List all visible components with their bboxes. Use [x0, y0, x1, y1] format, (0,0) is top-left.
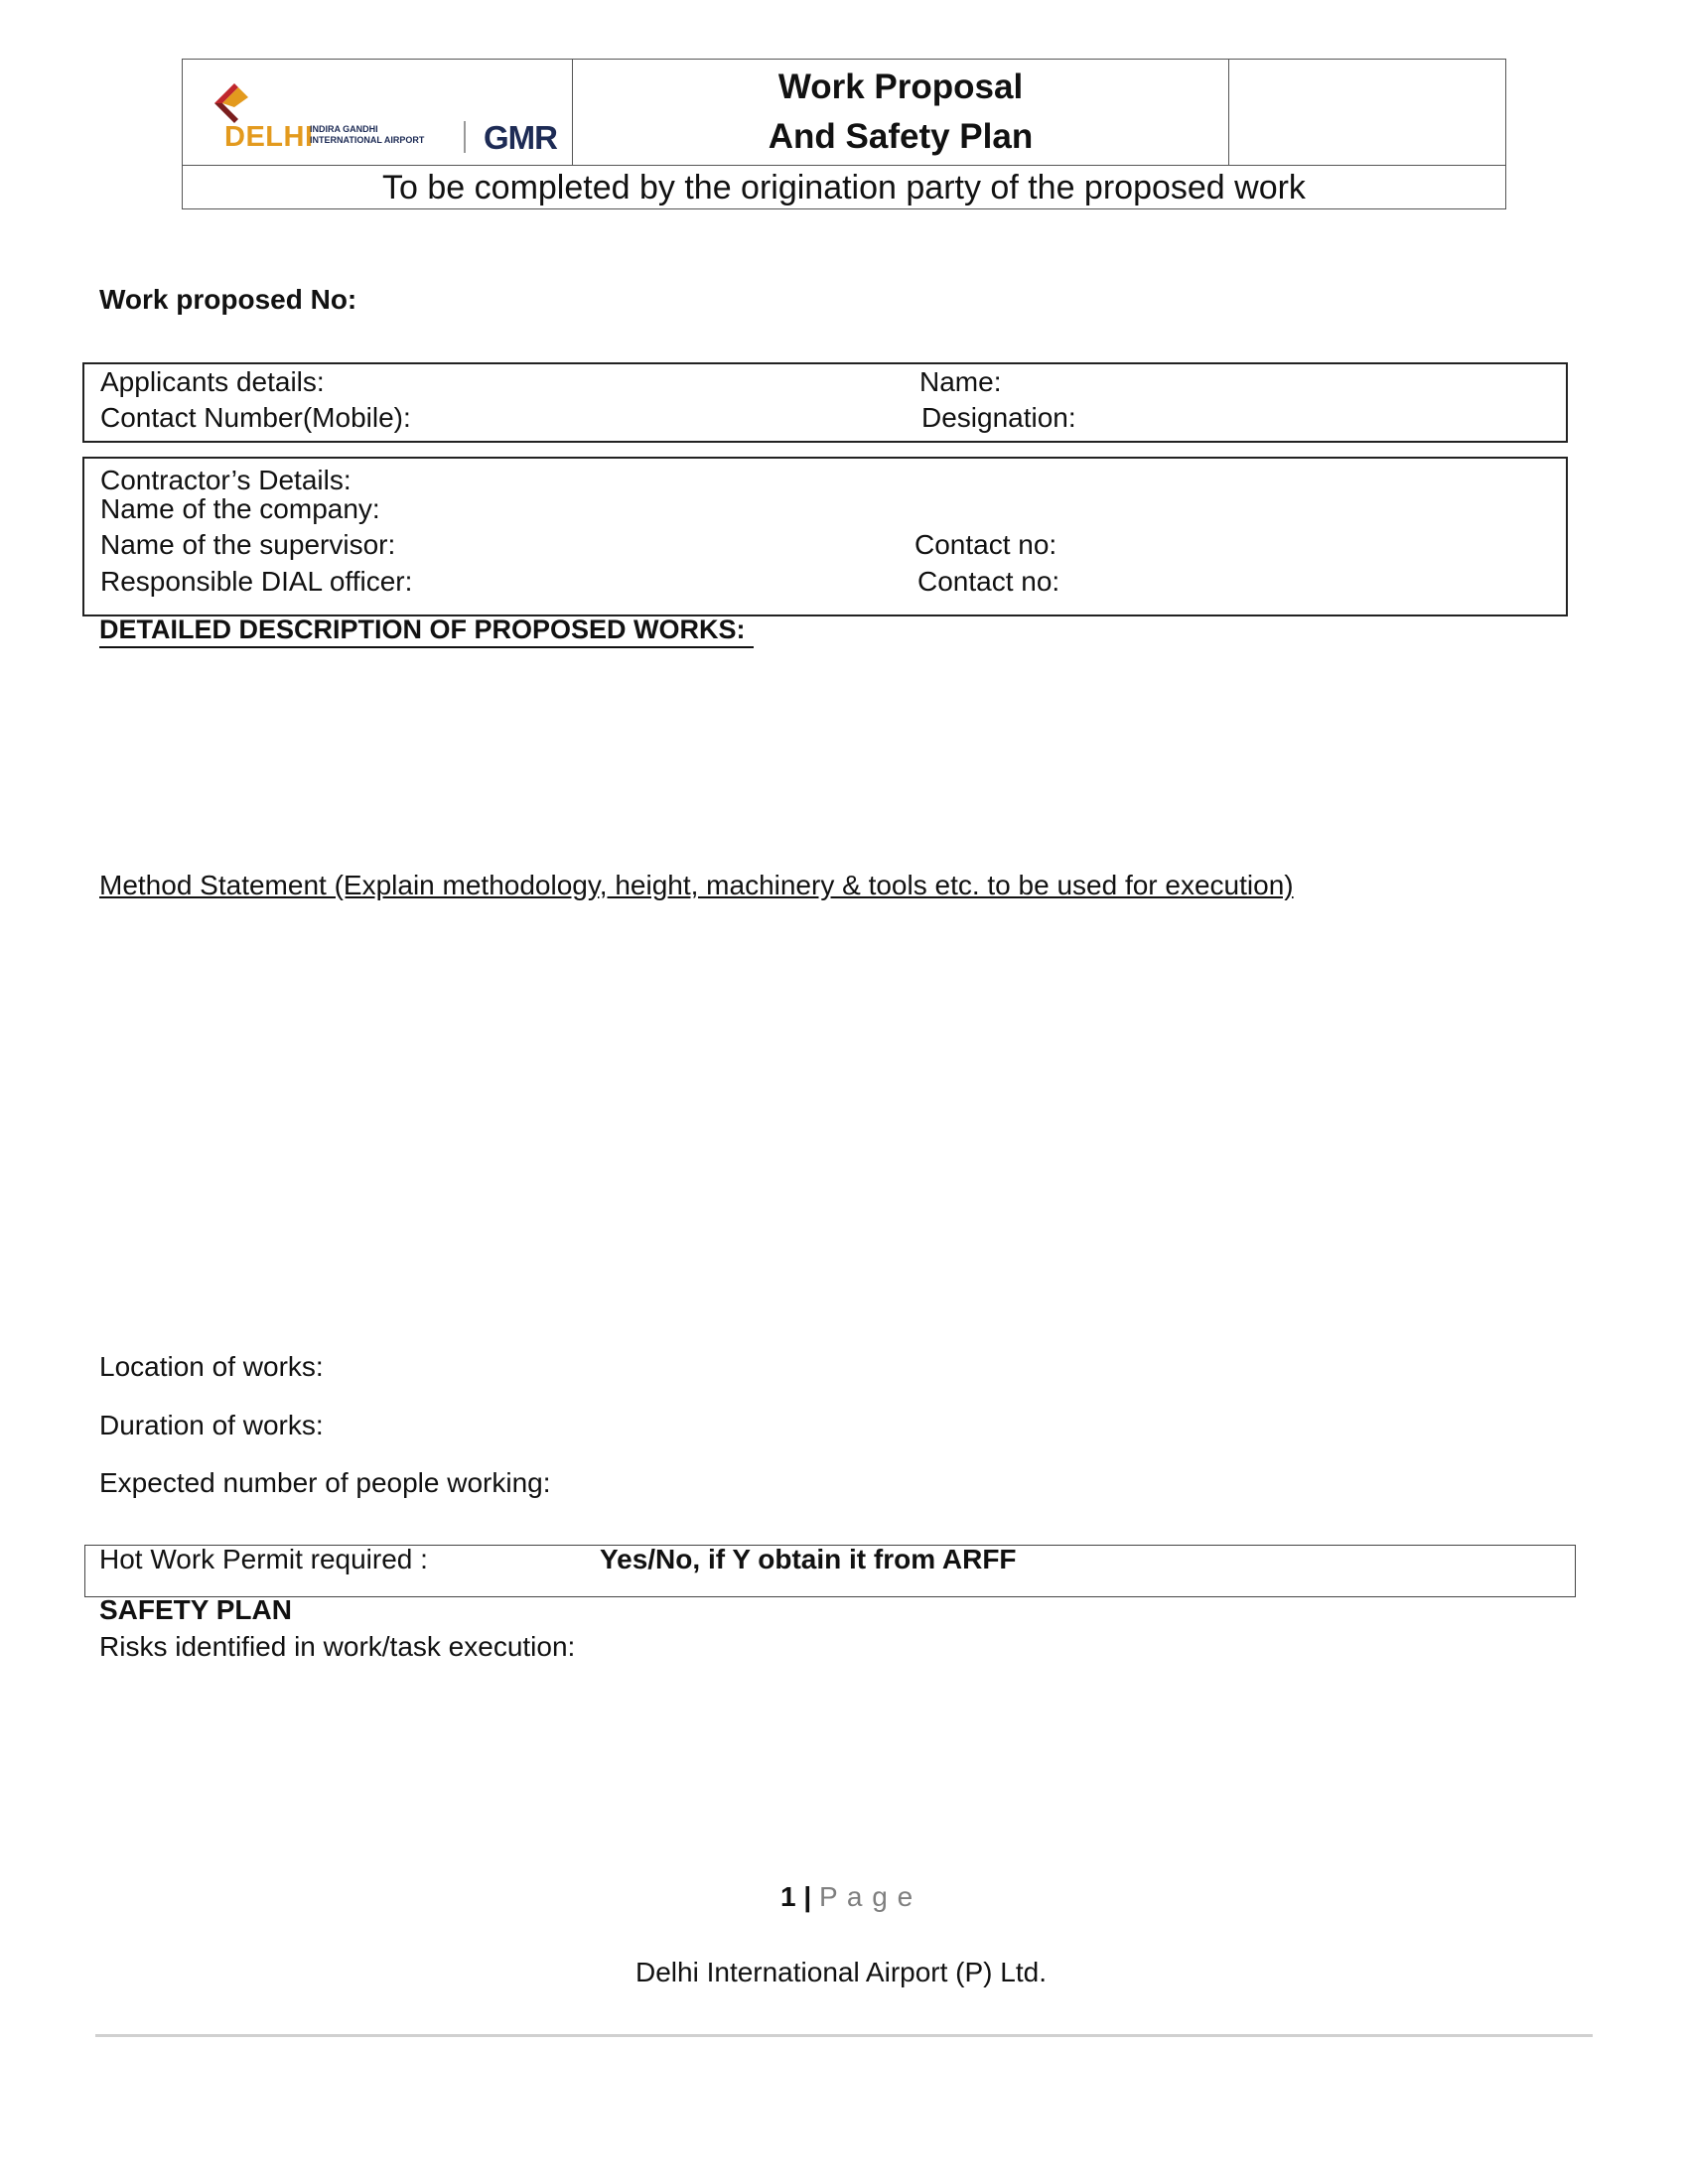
header-subtitle: To be completed by the origination party of the proposed work [183, 165, 1505, 209]
safety-plan-heading: SAFETY PLAN [99, 1594, 292, 1625]
header-table [182, 59, 1506, 209]
contractor-box [82, 457, 1568, 616]
title-line-1: Work Proposal [777, 68, 1024, 106]
contractor-details-label: Contractor’s Details: [100, 465, 352, 495]
hot-work-box [84, 1545, 1576, 1597]
hot-work-value: Yes/No, if Y obtain it from ARFF [600, 1544, 1017, 1574]
duration-label: Duration of works: [99, 1410, 324, 1440]
partner-logo-text: GMR [484, 119, 557, 156]
page-indicator [780, 1879, 914, 1915]
location-label: Location of works: [99, 1351, 324, 1382]
detailed-description-heading: DETAILED DESCRIPTION OF PROPOSED WORKS: [99, 613, 754, 648]
logo-subtitle [310, 124, 424, 146]
supervisor-contact-label: Contact no: [914, 529, 1057, 560]
footer-company: Delhi International Airport (P) Ltd. [635, 1957, 1047, 1987]
logo-brand-text: DELHI [224, 121, 314, 153]
method-statement-heading: Method Statement (Explain methodology, height, machinery & tools etc. to be used for execution) [99, 870, 1294, 900]
logo-divider [464, 121, 466, 153]
footer-divider [95, 2034, 1593, 2037]
risks-label: Risks identified in work/task execution: [99, 1631, 576, 1662]
applicant-details-label: Applicants details: [100, 366, 325, 397]
page-separator: | [803, 1881, 812, 1912]
hot-work-label: Hot Work Permit required : [99, 1544, 428, 1574]
title-cell [573, 60, 1229, 165]
applicant-name-label: Name: [919, 366, 1002, 397]
applicant-contact-label: Contact Number(Mobile): [100, 402, 411, 433]
logo-sub-line2: INTERNATIONAL AIRPORT [310, 135, 425, 145]
dial-officer-contact-label: Contact no: [917, 566, 1060, 597]
page-number: 1 [780, 1881, 796, 1912]
title-line-2: And Safety Plan [768, 117, 1034, 156]
page-word: P a g e [818, 1881, 914, 1912]
people-label: Expected number of people working: [99, 1467, 551, 1498]
applicant-box [82, 362, 1568, 443]
company-name-label: Name of the company: [100, 493, 380, 524]
logo-sub-line1: INDIRA GANDHI [310, 124, 378, 134]
logo-cell [183, 60, 573, 165]
applicant-designation-label: Designation: [921, 402, 1076, 433]
work-proposed-no-label: Work proposed No: [99, 284, 357, 315]
supervisor-name-label: Name of the supervisor: [100, 529, 396, 560]
dial-officer-label: Responsible DIAL officer: [100, 566, 413, 597]
